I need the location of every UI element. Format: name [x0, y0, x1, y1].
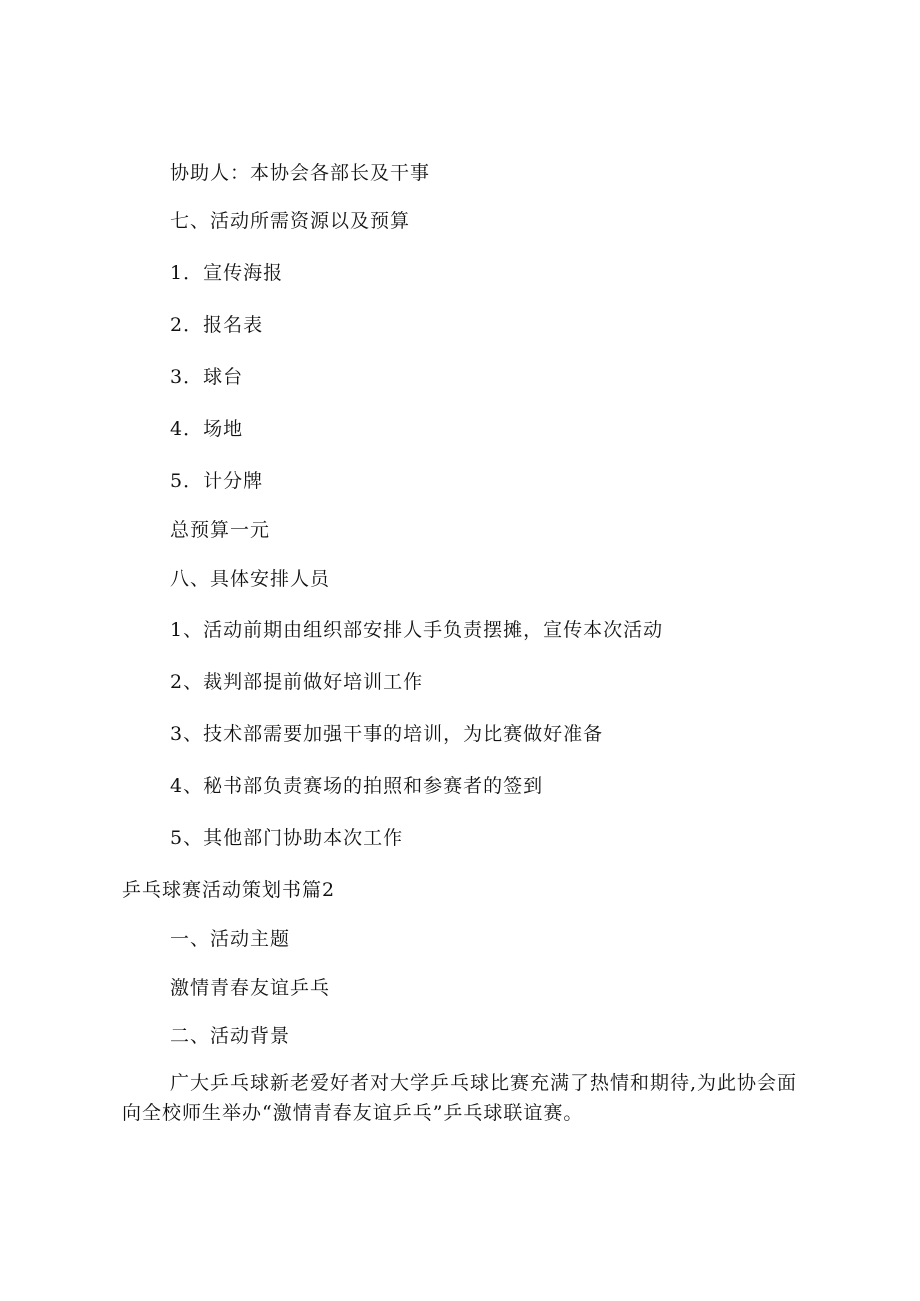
- resource-item-1: 1．宣传海报: [170, 262, 284, 284]
- resource-item-5: 5．计分牌: [170, 470, 264, 492]
- arrangement-item-1: 1、活动前期由组织部安排人手负责摆摊，宣传本次活动: [170, 619, 664, 641]
- total-budget-line: 总预算一元: [170, 519, 271, 541]
- background-paragraph: 广大乒乓球新老爱好者对大学乒乓球比赛充满了热情和期待,为此协会面向全校师生举办“激情青春友谊乒乓”乒乓球联谊赛。: [122, 1072, 798, 1124]
- arrangement-item-3: 3、技术部需要加强干事的培训，为比赛做好准备: [170, 723, 604, 745]
- arrangement-item-2: 2、裁判部提前做好培训工作: [170, 671, 424, 693]
- section-2-heading: 乒乓球赛活动策划书篇2: [122, 879, 336, 901]
- assistants-line: 协助人：本协会各部长及干事: [170, 162, 431, 184]
- arrangement-item-4: 4、秘书部负责赛场的拍照和参赛者的签到: [170, 775, 544, 797]
- theme-text: 激情青春友谊乒乓: [170, 977, 331, 999]
- resource-item-4: 4．场地: [170, 418, 244, 440]
- background-heading: 二、活动背景: [170, 1025, 291, 1047]
- section-seven-heading: 七、活动所需资源以及预算: [170, 210, 411, 232]
- arrangement-item-5: 5、其他部门协助本次工作: [170, 827, 404, 849]
- theme-heading: 一、活动主题: [170, 928, 291, 950]
- section-eight-heading: 八、具体安排人员: [170, 568, 331, 590]
- resource-item-3: 3．球台: [170, 366, 244, 388]
- resource-item-2: 2．报名表: [170, 314, 264, 336]
